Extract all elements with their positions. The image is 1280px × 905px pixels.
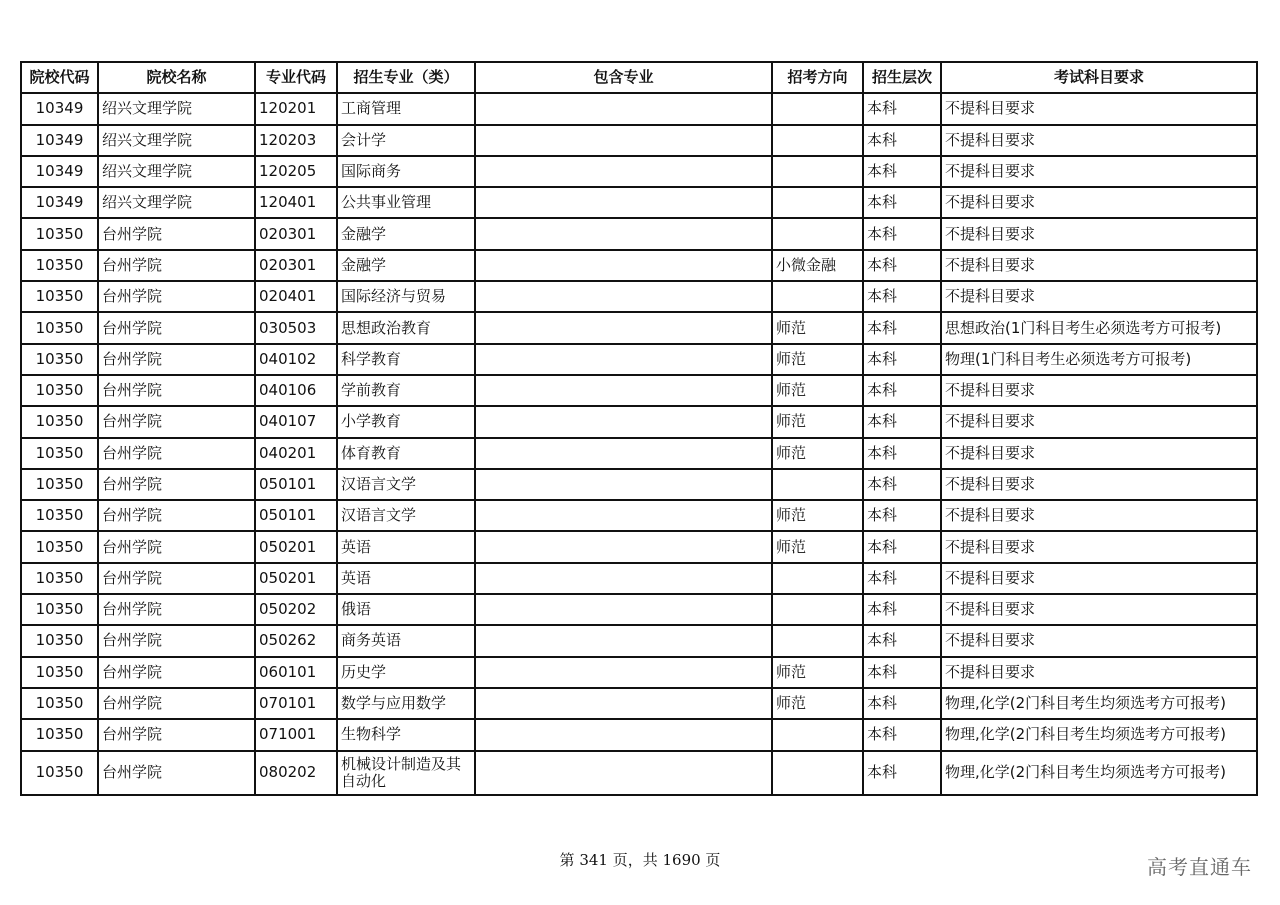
school-name-cell: 绍兴文理学院 [98,187,255,218]
subject-requirement-cell: 不提科目要求 [941,187,1257,218]
level-cell: 本科 [863,657,941,688]
included-majors-cell [475,688,772,719]
table-row [21,312,1257,343]
school-code-cell: 10350 [21,531,98,562]
subject-requirement-cell: 不提科目要求 [941,594,1257,625]
included-majors-cell [475,281,772,312]
major-code-cell: 070101 [255,688,337,719]
school-name-cell: 台州学院 [98,406,255,437]
school-name-cell: 台州学院 [98,563,255,594]
table-row [21,406,1257,437]
subject-requirement-cell: 不提科目要求 [941,156,1257,187]
included-majors-cell [475,500,772,531]
school-code-cell: 10350 [21,625,98,656]
included-majors-cell [475,187,772,218]
direction-cell: 师范 [772,688,863,719]
school-name-cell: 台州学院 [98,375,255,406]
table-row [21,594,1257,625]
subject-requirement-cell: 思想政治(1门科目考生必须选考方可报考) [941,312,1257,343]
level-cell: 本科 [863,218,941,249]
major-cell: 金融学 [337,250,475,281]
table-row [21,500,1257,531]
subject-requirement-cell: 不提科目要求 [941,531,1257,562]
level-cell: 本科 [863,250,941,281]
school-name-cell: 台州学院 [98,469,255,500]
school-name-cell: 绍兴文理学院 [98,93,255,124]
included-majors-cell [475,751,772,795]
direction-cell [772,625,863,656]
major-cell: 体育教育 [337,438,475,469]
school-code-cell: 10349 [21,93,98,124]
table-row [21,218,1257,249]
major-cell: 英语 [337,563,475,594]
included-majors-cell [475,375,772,406]
school-code-cell: 10350 [21,500,98,531]
subject-requirement-cell: 不提科目要求 [941,500,1257,531]
subject-requirement-cell: 不提科目要求 [941,438,1257,469]
major-cell: 会计学 [337,125,475,156]
table-row [21,657,1257,688]
table-row [21,563,1257,594]
major-cell: 商务英语 [337,625,475,656]
major-cell: 国际商务 [337,156,475,187]
major-code-cell: 071001 [255,719,337,750]
level-cell: 本科 [863,187,941,218]
major-cell: 汉语言文学 [337,500,475,531]
level-cell: 本科 [863,312,941,343]
subject-requirement-cell: 不提科目要求 [941,250,1257,281]
direction-cell [772,281,863,312]
major-code-cell: 040106 [255,375,337,406]
level-cell: 本科 [863,751,941,795]
major-code-cell: 120201 [255,93,337,124]
school-name-cell: 台州学院 [98,594,255,625]
school-code-cell: 10349 [21,187,98,218]
level-cell: 本科 [863,625,941,656]
direction-cell: 师范 [772,406,863,437]
header-subject-requirement: 考试科目要求 [941,62,1257,93]
major-code-cell: 050262 [255,625,337,656]
included-majors-cell [475,657,772,688]
school-code-cell: 10350 [21,281,98,312]
subject-requirement-cell: 物理,化学(2门科目考生均须选考方可报考) [941,688,1257,719]
included-majors-cell [475,719,772,750]
table-row [21,751,1257,795]
school-code-cell: 10350 [21,751,98,795]
included-majors-cell [475,563,772,594]
included-majors-cell [475,344,772,375]
major-cell: 数学与应用数学 [337,688,475,719]
school-code-cell: 10350 [21,594,98,625]
subject-requirement-cell: 不提科目要求 [941,469,1257,500]
major-code-cell: 030503 [255,312,337,343]
included-majors-cell [475,250,772,281]
major-cell: 思想政治教育 [337,312,475,343]
level-cell: 本科 [863,563,941,594]
subject-requirement-cell: 物理(1门科目考生必须选考方可报考) [941,344,1257,375]
level-cell: 本科 [863,281,941,312]
header-direction: 招考方向 [772,62,863,93]
subject-requirement-cell: 不提科目要求 [941,218,1257,249]
subject-requirement-cell: 不提科目要求 [941,375,1257,406]
level-cell: 本科 [863,469,941,500]
school-code-cell: 10349 [21,125,98,156]
admissions-table [20,61,1258,796]
level-cell: 本科 [863,531,941,562]
major-cell: 生物科学 [337,719,475,750]
school-code-cell: 10349 [21,156,98,187]
level-cell: 本科 [863,93,941,124]
level-cell: 本科 [863,688,941,719]
included-majors-cell [475,594,772,625]
school-name-cell: 台州学院 [98,250,255,281]
table-row [21,187,1257,218]
subject-requirement-cell: 物理,化学(2门科目考生均须选考方可报考) [941,719,1257,750]
school-name-cell: 绍兴文理学院 [98,125,255,156]
major-code-cell: 060101 [255,657,337,688]
level-cell: 本科 [863,500,941,531]
major-cell: 汉语言文学 [337,469,475,500]
subject-requirement-cell: 不提科目要求 [941,563,1257,594]
major-cell: 小学教育 [337,406,475,437]
direction-cell: 师范 [772,500,863,531]
major-cell: 学前教育 [337,375,475,406]
level-cell: 本科 [863,125,941,156]
school-name-cell: 台州学院 [98,500,255,531]
major-code-cell: 120401 [255,187,337,218]
major-code-cell: 020301 [255,250,337,281]
major-code-cell: 050101 [255,469,337,500]
school-code-cell: 10350 [21,218,98,249]
major-code-cell: 020401 [255,281,337,312]
school-name-cell: 台州学院 [98,657,255,688]
major-code-cell: 050101 [255,500,337,531]
subject-requirement-cell: 不提科目要求 [941,93,1257,124]
header-major: 招生专业（类） [337,62,475,93]
school-code-cell: 10350 [21,657,98,688]
included-majors-cell [475,218,772,249]
direction-cell: 师范 [772,312,863,343]
school-name-cell: 绍兴文理学院 [98,156,255,187]
school-code-cell: 10350 [21,438,98,469]
direction-cell [772,125,863,156]
direction-cell: 师范 [772,375,863,406]
included-majors-cell [475,438,772,469]
school-name-cell: 台州学院 [98,218,255,249]
table-row [21,438,1257,469]
subject-requirement-cell: 不提科目要求 [941,657,1257,688]
level-cell: 本科 [863,438,941,469]
header-row [21,62,1257,93]
table-row [21,625,1257,656]
school-code-cell: 10350 [21,250,98,281]
direction-cell [772,469,863,500]
header-school-name: 院校名称 [98,62,255,93]
major-code-cell: 050202 [255,594,337,625]
school-code-cell: 10350 [21,469,98,500]
school-code-cell: 10350 [21,719,98,750]
major-cell: 历史学 [337,657,475,688]
school-name-cell: 台州学院 [98,719,255,750]
table-row [21,719,1257,750]
direction-cell: 师范 [772,657,863,688]
watermark: 高考直通车 [1147,855,1252,879]
school-name-cell: 台州学院 [98,751,255,795]
table-row [21,344,1257,375]
table-row [21,688,1257,719]
table-row [21,156,1257,187]
major-code-cell: 080202 [255,751,337,795]
table-row [21,281,1257,312]
school-code-cell: 10350 [21,344,98,375]
included-majors-cell [475,531,772,562]
subject-requirement-cell: 物理,化学(2门科目考生均须选考方可报考) [941,751,1257,795]
school-name-cell: 台州学院 [98,344,255,375]
header-major-code: 专业代码 [255,62,337,93]
header-school-code: 院校代码 [21,62,98,93]
direction-cell [772,719,863,750]
school-code-cell: 10350 [21,312,98,343]
major-cell: 俄语 [337,594,475,625]
school-name-cell: 台州学院 [98,281,255,312]
direction-cell: 小微金融 [772,250,863,281]
major-cell: 英语 [337,531,475,562]
direction-cell: 师范 [772,531,863,562]
direction-cell [772,156,863,187]
major-cell: 金融学 [337,218,475,249]
school-code-cell: 10350 [21,688,98,719]
subject-requirement-cell: 不提科目要求 [941,125,1257,156]
major-code-cell: 120203 [255,125,337,156]
included-majors-cell [475,625,772,656]
school-code-cell: 10350 [21,375,98,406]
header-included-majors: 包含专业 [475,62,772,93]
table-row [21,125,1257,156]
subject-requirement-cell: 不提科目要求 [941,281,1257,312]
direction-cell: 师范 [772,344,863,375]
school-name-cell: 台州学院 [98,531,255,562]
direction-cell [772,563,863,594]
major-code-cell: 040107 [255,406,337,437]
included-majors-cell [475,125,772,156]
level-cell: 本科 [863,406,941,437]
subject-requirement-cell: 不提科目要求 [941,625,1257,656]
school-code-cell: 10350 [21,406,98,437]
level-cell: 本科 [863,719,941,750]
major-code-cell: 040102 [255,344,337,375]
table-row [21,93,1257,124]
direction-cell: 师范 [772,438,863,469]
level-cell: 本科 [863,344,941,375]
major-code-cell: 040201 [255,438,337,469]
level-cell: 本科 [863,156,941,187]
table-row [21,375,1257,406]
major-cell: 科学教育 [337,344,475,375]
level-cell: 本科 [863,594,941,625]
table-row [21,531,1257,562]
school-name-cell: 台州学院 [98,688,255,719]
major-cell: 机械设计制造及其自动化 [337,751,475,795]
table-row [21,469,1257,500]
major-code-cell: 050201 [255,563,337,594]
major-cell: 工商管理 [337,93,475,124]
table-row [21,250,1257,281]
direction-cell [772,187,863,218]
level-cell: 本科 [863,375,941,406]
included-majors-cell [475,406,772,437]
included-majors-cell [475,469,772,500]
included-majors-cell [475,312,772,343]
school-name-cell: 台州学院 [98,438,255,469]
direction-cell [772,594,863,625]
school-code-cell: 10350 [21,563,98,594]
direction-cell [772,218,863,249]
included-majors-cell [475,93,772,124]
school-name-cell: 台州学院 [98,312,255,343]
header-level: 招生层次 [863,62,941,93]
major-code-cell: 020301 [255,218,337,249]
page-number: 第 341 页，共 1690 页 [559,851,721,869]
direction-cell [772,751,863,795]
included-majors-cell [475,156,772,187]
direction-cell [772,93,863,124]
major-code-cell: 050201 [255,531,337,562]
major-cell: 公共事业管理 [337,187,475,218]
major-code-cell: 120205 [255,156,337,187]
school-name-cell: 台州学院 [98,625,255,656]
subject-requirement-cell: 不提科目要求 [941,406,1257,437]
major-cell: 国际经济与贸易 [337,281,475,312]
